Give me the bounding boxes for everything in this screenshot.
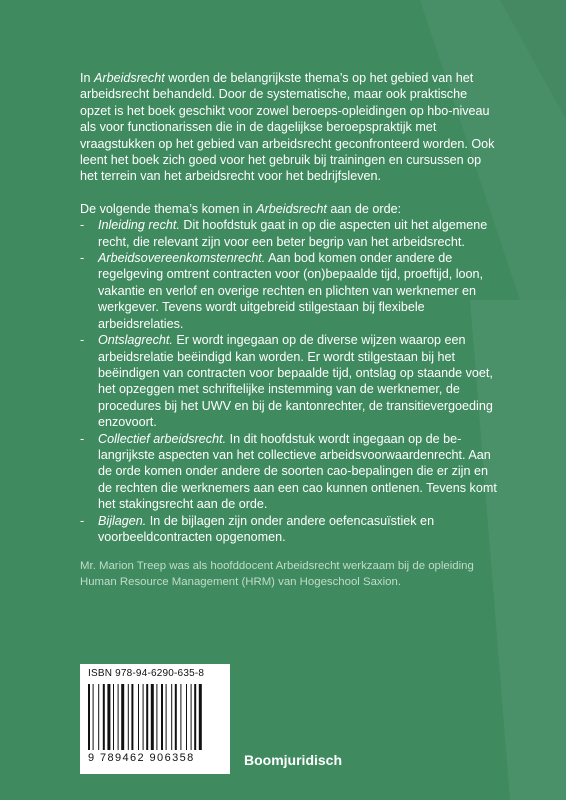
list-item: - Inleiding recht. Dit hoofdstuk gaat in op die aspecten uit het algemene recht, die relevant zijn voor een beter begrip van het arbeidsrecht. bbox=[80, 218, 488, 249]
list-item: - Collectief arbeidsrecht. In dit hoofdstuk wordt ingegaan op de be-langrijkste aspecten van het collectieve arbeidsvoorwaardenrecht. Aan de orde komen onder andere de soorten cao-bepalingen die er zijn en de rechten die werknemers aan een cao kunnen ontlenen. Tevens komt het stakingsrecht aan de orde. bbox=[80, 431, 497, 512]
publisher-logo: Boomjuridisch bbox=[244, 752, 343, 768]
isbn-label: ISBN 978-94-6290-635-8 bbox=[88, 668, 205, 679]
book-title-italic: Arbeidsrecht bbox=[94, 71, 165, 85]
list-item: - Ontslagrecht. Er wordt ingegaan op de diverse wijzen waarop een arbeidsrelatie beëindigd kan worden. Er wordt stilgestaan bij het beëindigen van contracten voor bepaalde tijd, ontslag op staande voet, het opzeggen met schriftelijke instemming van de werknemer, de procedures bij het UWV en bij de kantonrechter, de transitievergoeding enzovoort. bbox=[80, 333, 493, 430]
intro-paragraph: In Arbeidsrecht worden de belangrijkste thema’s op het gebied van het arbeidsrecht behandeld. Door de systematische, maar ook praktische opzet is het boek geschikt voor zowel beroeps-opleidingen op hbo-niveau als voor functionarissen die in de dagelijkse beroepspraktijk met vraagstukken op het gebied van arbeidsrecht geconfronteerd worden. Ook leent het boek zich goed voor het gebruik bij trainingen en cursussen op het terrein van het arbeidsrecht voor het bedrijfsleven. bbox=[80, 71, 495, 184]
back-cover-text bbox=[80, 70, 500, 590]
list-item: - Arbeidsovereenkomstenrecht. Aan bod komen onder andere de regelgeving omtrent contracten voor (on)bepaalde tijd, proeftijd, loon, vakantie en verlof en overige rechten en plichten van werknemer en werkgever. Tevens wordt uitgebreid stilgestaan bij flexibele arbeidsrelaties. bbox=[80, 251, 484, 331]
themes-list bbox=[80, 217, 500, 545]
isbn-barcode bbox=[80, 664, 230, 774]
themes-lead: De volgende thema’s komen in Arbeidsrecht aan de orde: bbox=[80, 201, 402, 216]
author-note: Mr. Marion Treep was als hoofddocent Arbeidsrecht werkzaam bij de opleiding Human Resource Management (HRM) van Hogeschool Saxion. bbox=[80, 560, 474, 588]
barcode-digits: 9 789462 906358 bbox=[88, 752, 195, 764]
barcode-bars-icon bbox=[88, 684, 222, 750]
list-item: - Bijlagen. In de bijlagen zijn onder andere oefencasuïstiek en voorbeeldcontracten opgenomen. bbox=[80, 513, 435, 544]
